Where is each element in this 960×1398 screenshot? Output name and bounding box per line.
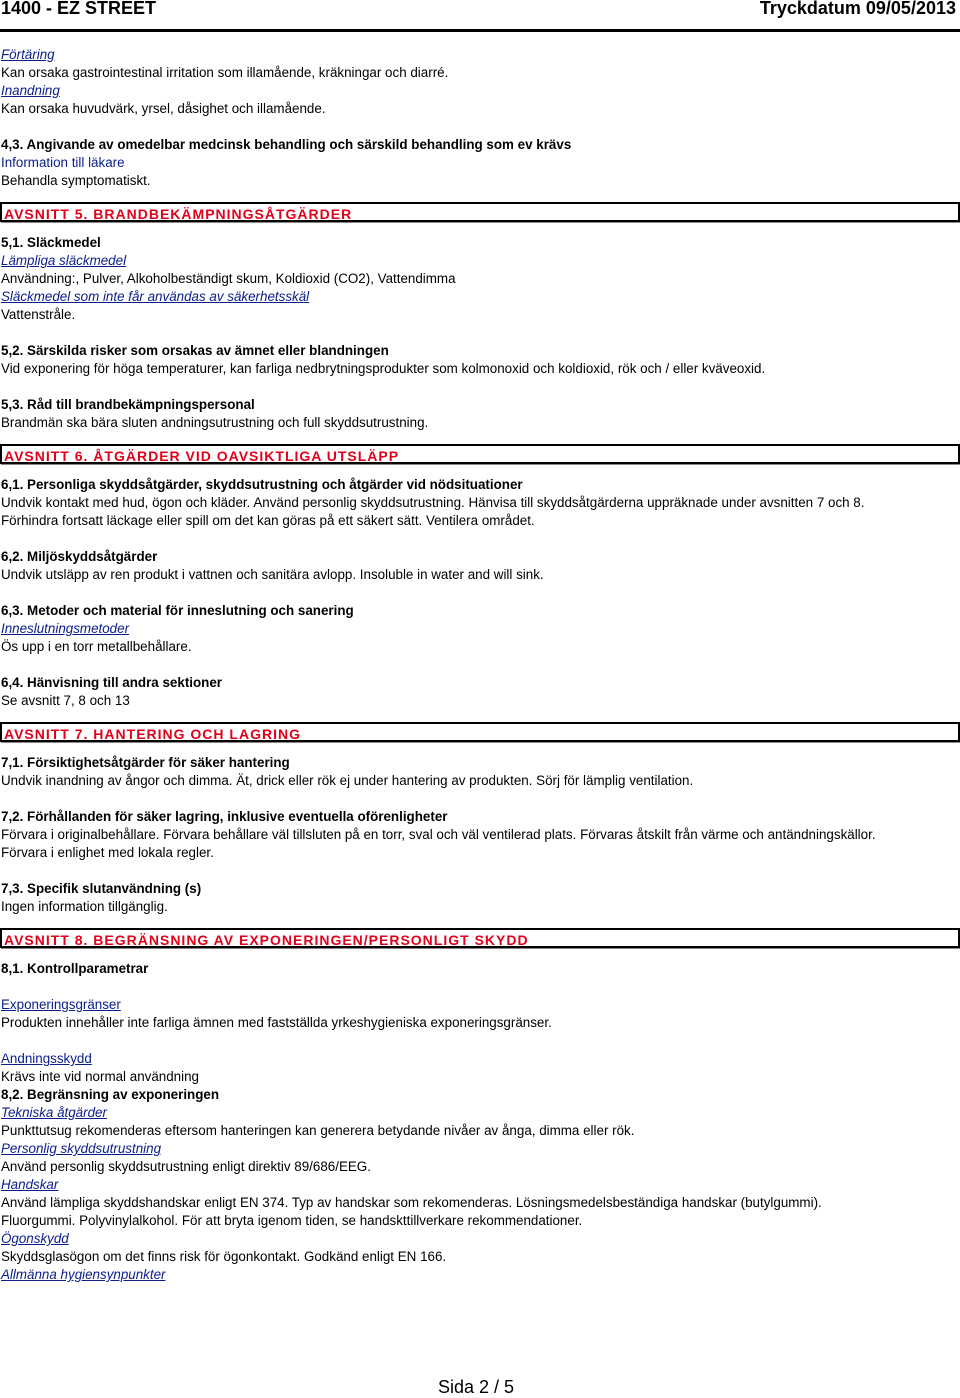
section-5-header: AVSNITT 5. BRANDBEKÄMPNINGSÅTGÄRDER xyxy=(0,202,960,222)
text-7-3: Ingen information tillgänglig. xyxy=(1,899,168,914)
text-ingestion: Kan orsaka gastrointestinal irritation som illamående, kräkningar och diarré. xyxy=(1,65,449,80)
subheading-suitable-extinguishing: Lämpliga släckmedel xyxy=(1,253,127,268)
subheading-technical-measures: Tekniska åtgärder xyxy=(1,1105,107,1120)
page-number: Sida 2 / 5 xyxy=(437,1377,515,1397)
heading-6-1: 6,1. Personliga skyddsåtgärder, skyddsutrustning och åtgärder vid nödsituationer xyxy=(1,477,523,492)
subheading-ingestion: Förtäring xyxy=(1,47,55,62)
heading-8-1: 8,1. Kontrollparametrar xyxy=(1,961,149,976)
text-6-1a: Undvik kontakt med hud, ögon och kläder. Använd personlig skyddsutrustning. Hänvisa till skyddsåtgärderna uppräknade under avsnitten 7 och 8. xyxy=(1,495,865,510)
text-7-2b: Förvara i enlighet med lokala regler. xyxy=(1,845,214,860)
text-5-2: Vid exponering för höga temperaturer, kan farliga nedbrytningsprodukter som kolmonoxid och koldioxid, rök och / eller kväveoxid. xyxy=(1,361,766,376)
print-date: Tryckdatum 09/05/2013 xyxy=(759,0,956,18)
text-7-1: Undvik inandning av ångor och dimma. Ät, drick eller rök ej under hantering av produkten. Sörj för lämplig ventilation. xyxy=(1,773,694,788)
heading-4-3: 4,3. Angivande av omedelbar medcinsk behandling och särskild behandling som ev krävs xyxy=(1,137,572,152)
text-technical-measures: Punkttutsug rekomenderas eftersom hanteringen kan generera betydande nivåer av ånga, dimma eller rök. xyxy=(1,1123,635,1138)
subheading-eye-protection: Ögonskydd xyxy=(1,1231,69,1246)
subheading-ppe: Personlig skyddsutrustning xyxy=(1,1141,162,1156)
subheading-unsuitable-extinguishing: Släckmedel som inte får användas av säkerhetsskäl xyxy=(1,289,310,304)
subheading-inhalation: Inandning xyxy=(1,83,60,98)
heading-6-2: 6,2. Miljöskyddsåtgärder xyxy=(1,549,158,564)
subheading-containment: Inneslutningsmetoder xyxy=(1,621,130,636)
text-respiratory: Krävs inte vid normal användning xyxy=(1,1069,199,1084)
subheading-hygiene: Allmänna hygiensynpunkter xyxy=(1,1267,166,1282)
text-inhalation: Kan orsaka huvudvärk, yrsel, dåsighet och illamående. xyxy=(1,101,326,116)
text-gloves-a: Använd lämpliga skyddshandskar enligt EN 374. Typ av handskar som rekomenderas. Lösningsmedelsbeständiga handskar (butylgummi). xyxy=(1,1195,822,1210)
text-unsuitable-extinguishing: Vattenstråle. xyxy=(1,307,76,322)
text-6-4: Se avsnitt 7, 8 och 13 xyxy=(1,693,130,708)
document-title: 1400 - EZ STREET xyxy=(1,0,157,18)
subheading-respiratory: Andningsskydd xyxy=(1,1051,92,1066)
text-ppe: Använd personlig skyddsutrustning enligt direktiv 89/686/EEG. xyxy=(1,1159,371,1174)
text-6-1b: Förhindra fortsatt läckage eller spill om det kan göras på ett säkert sätt. Ventilera området. xyxy=(1,513,535,528)
heading-5-1: 5,1. Släckmedel xyxy=(1,235,101,250)
section-7-header: AVSNITT 7. HANTERING OCH LAGRING xyxy=(0,722,960,742)
text-7-2a: Förvara i originalbehållare. Förvara behållare väl tillsluten på en torr, sval och väl ventilerad plats. Förvaras åtskilt från värme och antändningskällor. xyxy=(1,827,876,842)
heading-8-2: 8,2. Begränsning av exponeringen xyxy=(1,1087,220,1102)
subheading-exposure-limits: Exponeringsgränser xyxy=(1,997,121,1012)
text-6-3: Ös upp i en torr metallbehållare. xyxy=(1,639,192,654)
text-suitable-extinguishing: Användning:, Pulver, Alkoholbeständigt skum, Koldioxid (CO2), Vattendimma xyxy=(1,271,456,286)
text-6-2: Undvik utsläpp av ren produkt i vattnen och sanitära avlopp. Insoluble in water and will sink. xyxy=(1,567,544,582)
heading-5-2: 5,2. Särskilda risker som orsakas av ämnet eller blandningen xyxy=(1,343,389,358)
text-eye-protection: Skyddsglasögon om det finns risk för ögonkontakt. Godkänd enligt EN 166. xyxy=(1,1249,447,1264)
section-8-header: AVSNITT 8. BEGRÄNSNING AV EXPONERINGEN/PERSONLIGT SKYDD xyxy=(0,928,960,948)
subheading-doctor-info: Information till läkare xyxy=(1,155,125,170)
heading-7-1: 7,1. Försiktighetsåtgärder för säker hantering xyxy=(1,755,290,770)
heading-7-2: 7,2. Förhållanden för säker lagring, inklusive eventuella oförenligheter xyxy=(1,809,448,824)
heading-5-3: 5,3. Råd till brandbekämpningspersonal xyxy=(1,397,255,412)
text-doctor-info: Behandla symptomatiskt. xyxy=(1,173,151,188)
heading-7-3: 7,3. Specifik slutanvändning (s) xyxy=(1,881,202,896)
heading-6-3: 6,3. Metoder och material för inneslutning och sanering xyxy=(1,603,354,618)
subheading-gloves: Handskar xyxy=(1,1177,59,1192)
text-exposure-limits: Produkten innehåller inte farliga ämnen med fastställda yrkeshygieniska exponeringsgränser. xyxy=(1,1015,552,1030)
section-6-header: AVSNITT 6. ÅTGÄRDER VID OAVSIKTLIGA UTSLÄPP xyxy=(0,444,960,464)
page-header xyxy=(0,0,960,32)
text-gloves-b: Fluorgummi. Polyvinylalkohol. För att bryta igenom tiden, se handskttillverkare rekommendationer. xyxy=(1,1213,583,1228)
text-5-3: Brandmän ska bära sluten andningsutrustning och full skyddsutrustning. xyxy=(1,415,429,430)
document-body xyxy=(1,46,959,1284)
heading-6-4: 6,4. Hänvisning till andra sektioner xyxy=(1,675,223,690)
